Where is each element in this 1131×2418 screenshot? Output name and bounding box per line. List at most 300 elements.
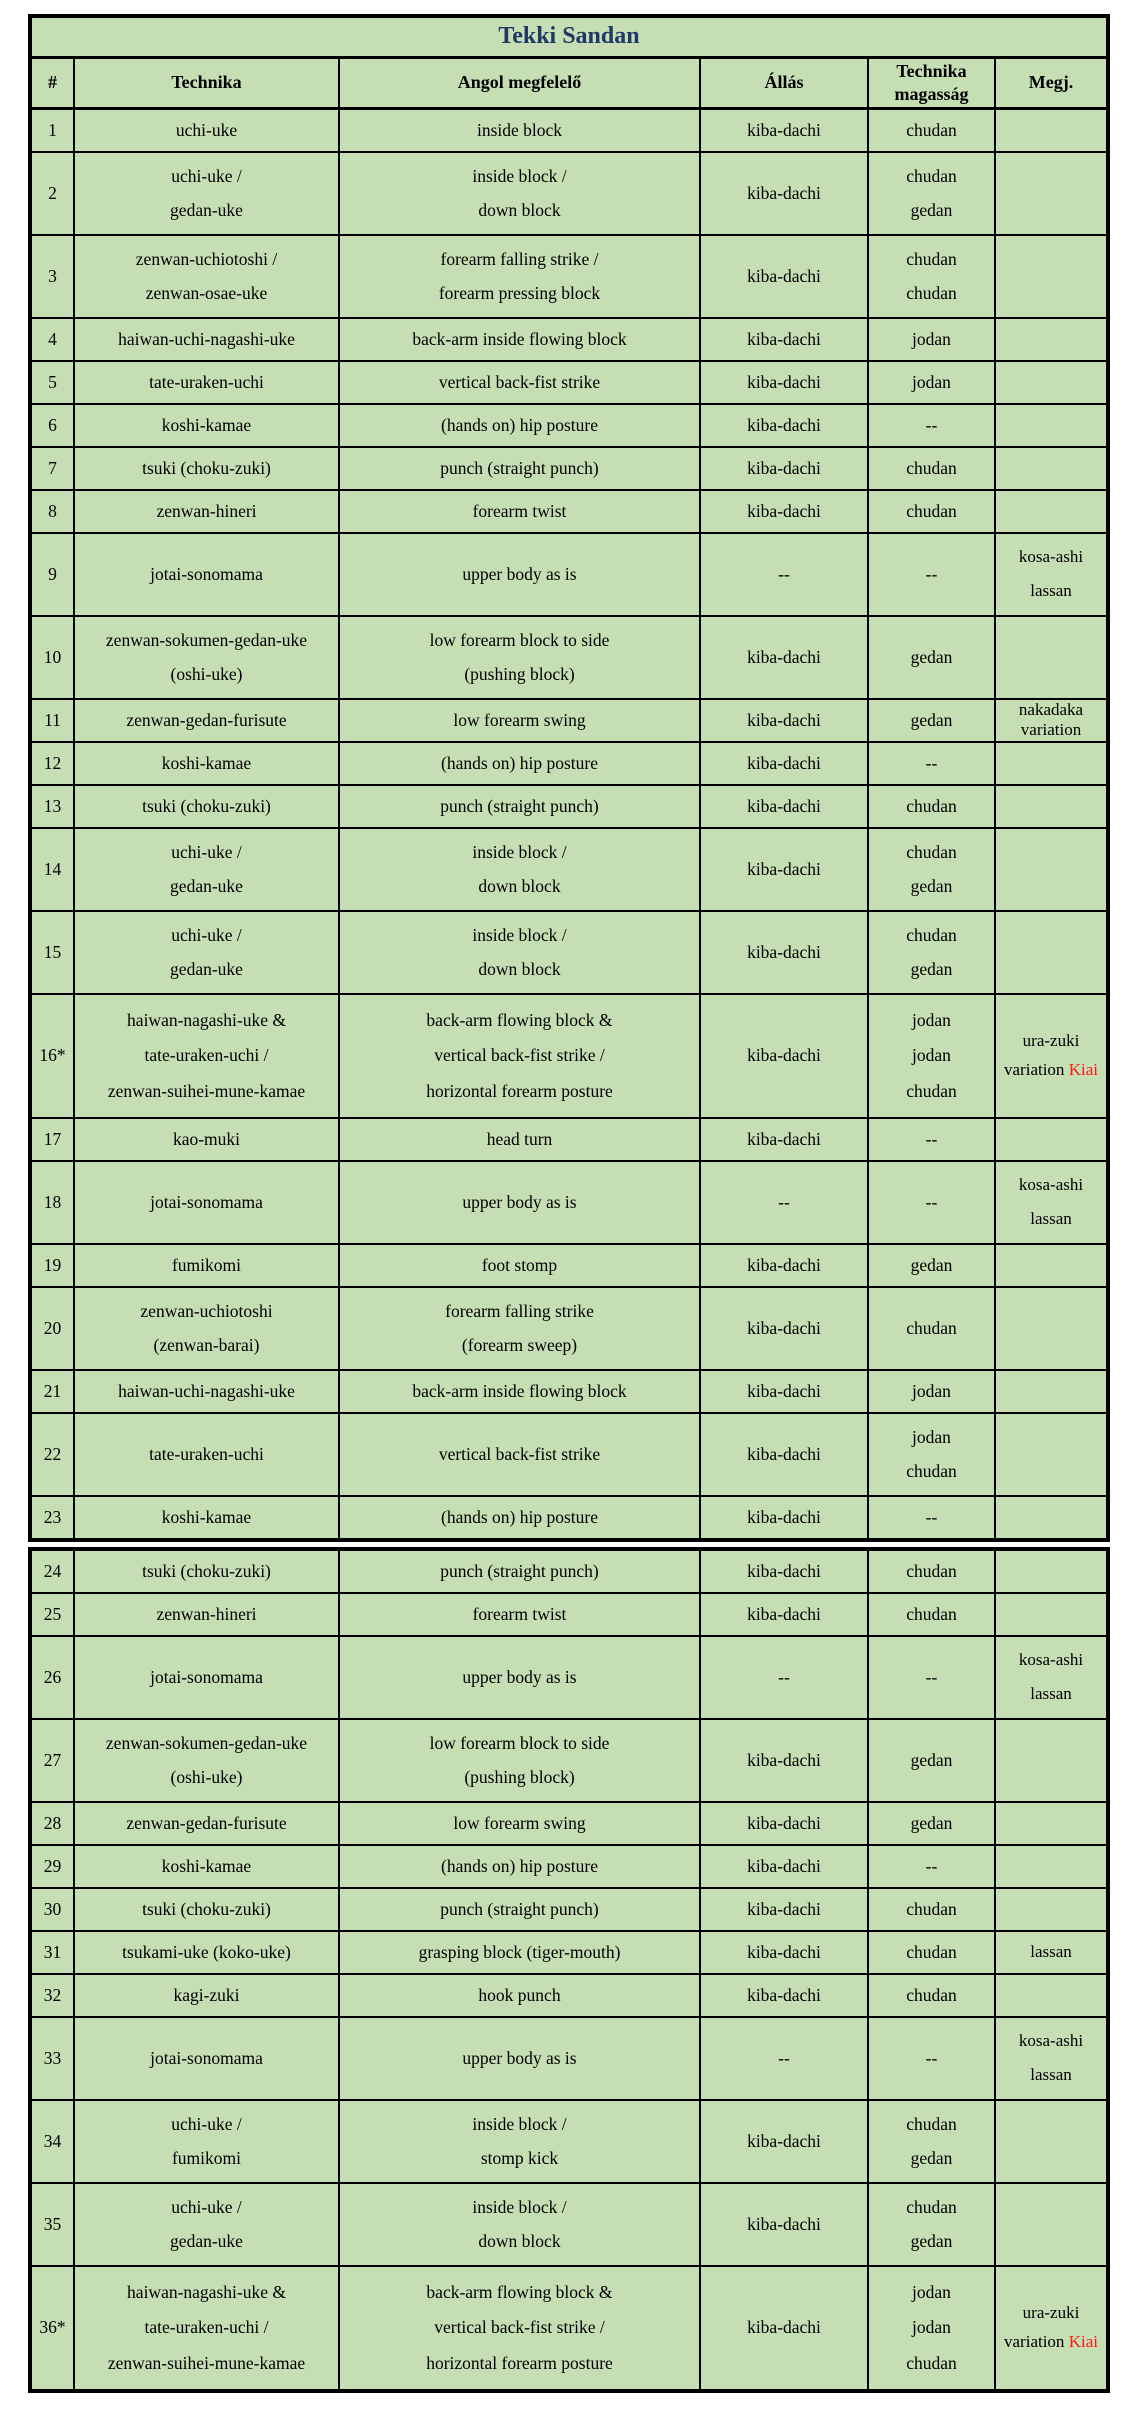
allas-line: kiba-dachi (747, 119, 821, 140)
angol-line: upper body as is (462, 2047, 577, 2068)
allas-line: kiba-dachi (747, 858, 821, 879)
table-row-30 (30, 1888, 1108, 1931)
allas-line: kiba-dachi (747, 2130, 821, 2151)
cell-angol (339, 2017, 700, 2100)
cell-technika (74, 785, 339, 828)
allas-line: kiba-dachi (747, 1855, 821, 1876)
angol-line: (forearm sweep) (461, 1334, 578, 1355)
table-row-15 (30, 911, 1108, 994)
cell-angol (339, 490, 700, 533)
magassag-line: -- (925, 2047, 938, 2068)
angol-line: horizontal forearm posture (426, 2352, 613, 2373)
megj-line: lassan (1030, 1208, 1072, 1228)
cell-magassag (868, 1549, 995, 1593)
magassag-line: jodan (912, 1380, 951, 1401)
cell-angol (339, 1931, 700, 1974)
cell-technika (74, 616, 339, 699)
table-row-14 (30, 828, 1108, 911)
table-row-27 (30, 1719, 1108, 1802)
column-header-megj: Megj. (995, 57, 1108, 108)
cell-megj (995, 1845, 1108, 1888)
cell-num (30, 1931, 74, 1974)
cell-technika (74, 1496, 339, 1540)
technika-line: haiwan-nagashi-uke & (127, 1009, 286, 1030)
angol-line: forearm pressing block (438, 282, 601, 303)
magassag-line: -- (925, 752, 938, 773)
cell-angol (339, 1593, 700, 1636)
technika-line: koshi-kamae (161, 1506, 252, 1527)
cell-technika (74, 235, 339, 318)
angol-line: low forearm block to side (429, 629, 610, 650)
cell-megj (995, 1802, 1108, 1845)
technika-line: gedan-uke (170, 199, 243, 220)
cell-magassag (868, 828, 995, 911)
angol-line: hook punch (478, 1984, 561, 2005)
cell-allas (700, 1931, 868, 1974)
cell-magassag (868, 994, 995, 1118)
angol-line: forearm twist (472, 500, 567, 521)
megj-line: kosa-ashi (1018, 1175, 1084, 1195)
cell-allas (700, 1719, 868, 1802)
cell-magassag (868, 108, 995, 152)
allas-line: kiba-dachi (747, 414, 821, 435)
angol-line: foot stomp (481, 1254, 558, 1275)
magassag-line: chudan (906, 119, 957, 140)
angol-line: low forearm swing (453, 1812, 586, 1833)
magassag-line: gedan (910, 199, 953, 220)
cell-magassag (868, 2183, 995, 2266)
cell-technika (74, 1244, 339, 1287)
cell-angol (339, 1287, 700, 1370)
cell-angol (339, 1370, 700, 1413)
technika-line: tsuki (choku-zuki) (142, 1560, 271, 1581)
angol-line: inside block / (472, 2196, 567, 2217)
magassag-line: chudan (906, 457, 957, 478)
magassag-line: jodan (912, 371, 951, 392)
technika-line: kao-muki (172, 1128, 241, 1149)
cell-megj (995, 1244, 1108, 1287)
cell-magassag (868, 1888, 995, 1931)
allas-line: kiba-dachi (747, 1812, 821, 1833)
num-line: 23 (43, 1506, 62, 1527)
cell-megj (995, 404, 1108, 447)
cell-megj (995, 1931, 1108, 1974)
cell-allas (700, 1496, 868, 1540)
cell-magassag (868, 1161, 995, 1244)
num-line: 1 (48, 119, 57, 140)
magassag-line: chudan (906, 500, 957, 521)
num-line: 33 (43, 2047, 62, 2068)
cell-technika (74, 2017, 339, 2100)
magassag-line: gedan (910, 1254, 953, 1275)
technika-line: fumikomi (171, 1254, 242, 1275)
technika-line: tate-uraken-uchi / (144, 2317, 269, 2338)
cell-angol (339, 1974, 700, 2017)
cell-allas (700, 2266, 868, 2391)
magassag-line: -- (925, 1666, 938, 1687)
table-row-29 (30, 1845, 1108, 1888)
allas-line: kiba-dachi (747, 646, 821, 667)
cell-technika (74, 699, 339, 742)
technika-line: zenwan-sokumen-gedan-uke (105, 629, 308, 650)
cell-technika (74, 1845, 339, 1888)
cell-num (30, 1593, 74, 1636)
technika-line: fumikomi (171, 2147, 242, 2168)
cell-megj (995, 699, 1108, 742)
cell-magassag (868, 447, 995, 490)
megj-line: lassan (1030, 1683, 1072, 1703)
cell-allas (700, 1244, 868, 1287)
cell-magassag (868, 2266, 995, 2391)
cell-num (30, 2100, 74, 2183)
cell-technika (74, 2100, 339, 2183)
cell-magassag (868, 152, 995, 235)
kiai-label: Kiai (1068, 2331, 1098, 2351)
magassag-line: chudan (906, 2352, 957, 2373)
num-line: 31 (43, 1941, 62, 1962)
cell-angol (339, 235, 700, 318)
cell-megj (995, 785, 1108, 828)
magassag-line: chudan (906, 1080, 957, 1101)
cell-magassag (868, 2017, 995, 2100)
angol-line: punch (straight punch) (440, 457, 599, 478)
cell-megj (995, 533, 1108, 616)
technika-line: zenwan-osae-uke (145, 282, 268, 303)
cell-num (30, 699, 74, 742)
megj-line: variation (1020, 720, 1082, 740)
column-header-magassag: Technika magasság (868, 57, 995, 108)
num-line: 16* (39, 1045, 66, 1066)
cell-angol (339, 994, 700, 1118)
cell-angol (339, 911, 700, 994)
num-line: 13 (43, 795, 62, 816)
megj-line: ura-zuki (1022, 1031, 1080, 1051)
num-line: 6 (48, 414, 57, 435)
cell-angol (339, 699, 700, 742)
magassag-line: chudan (906, 1941, 957, 1962)
cell-technika (74, 1636, 339, 1719)
cell-num (30, 1287, 74, 1370)
num-line: 20 (43, 1317, 62, 1338)
cell-technika (74, 404, 339, 447)
num-line: 32 (43, 1984, 62, 2005)
table-row-4 (30, 318, 1108, 361)
cell-technika (74, 108, 339, 152)
table-row-25 (30, 1593, 1108, 1636)
technika-line: (oshi-uke) (170, 1766, 243, 1787)
megj-line: lassan (1030, 2064, 1072, 2084)
num-line: 25 (43, 1603, 62, 1624)
num-line: 17 (43, 1128, 62, 1149)
allas-line: -- (778, 1191, 790, 1212)
allas-line: kiba-dachi (747, 1317, 821, 1338)
cell-angol (339, 1413, 700, 1496)
megj-line: kosa-ashi (1018, 2031, 1084, 2051)
cell-megj (995, 1974, 1108, 2017)
allas-line: kiba-dachi (747, 1506, 821, 1527)
num-line: 22 (43, 1443, 62, 1464)
num-line: 30 (43, 1898, 62, 1919)
angol-line: inside block / (472, 841, 567, 862)
num-line: 7 (48, 457, 57, 478)
cell-num (30, 1370, 74, 1413)
cell-angol (339, 785, 700, 828)
angol-line: inside block / (472, 924, 567, 945)
table-row-33 (30, 2017, 1108, 2100)
magassag-line: chudan (906, 1460, 957, 1481)
cell-angol (339, 1888, 700, 1931)
table-row-13 (30, 785, 1108, 828)
cell-magassag (868, 361, 995, 404)
cell-megj (995, 1413, 1108, 1496)
num-line: 28 (43, 1812, 62, 1833)
cell-technika (74, 994, 339, 1118)
technika-line: uchi-uke / (171, 2196, 242, 2217)
cell-megj (995, 1118, 1108, 1161)
cell-megj (995, 742, 1108, 785)
magassag-line: chudan (906, 795, 957, 816)
cell-allas (700, 2017, 868, 2100)
technika-line: kagi-zuki (173, 1984, 240, 2005)
angol-line: horizontal forearm posture (426, 1080, 613, 1101)
cell-magassag (868, 699, 995, 742)
cell-allas (700, 152, 868, 235)
allas-line: kiba-dachi (747, 795, 821, 816)
cell-magassag (868, 1636, 995, 1719)
table-row-21 (30, 1370, 1108, 1413)
angol-line: (pushing block) (464, 1766, 575, 1787)
table-row-19 (30, 1244, 1108, 1287)
allas-line: kiba-dachi (747, 2317, 821, 2338)
magassag-line: gedan (910, 709, 953, 730)
technika-line: tate-uraken-uchi / (144, 1045, 269, 1066)
allas-line: kiba-dachi (747, 1749, 821, 1770)
cell-angol (339, 616, 700, 699)
cell-num (30, 828, 74, 911)
cell-technika (74, 1161, 339, 1244)
tekki-sandan-table-page1 (28, 14, 1110, 1542)
technika-line: haiwan-nagashi-uke & (127, 2281, 286, 2302)
cell-technika (74, 1118, 339, 1161)
magassag-line: gedan (910, 875, 953, 896)
allas-line: kiba-dachi (747, 371, 821, 392)
cell-allas (700, 1413, 868, 1496)
cell-megj (995, 2183, 1108, 2266)
technika-line: zenwan-hineri (156, 500, 257, 521)
cell-technika (74, 2266, 339, 2391)
magassag-line: chudan (906, 2196, 957, 2217)
num-line: 34 (43, 2130, 62, 2151)
magassag-line: jodan (912, 2281, 951, 2302)
cell-allas (700, 699, 868, 742)
cell-megj (995, 1719, 1108, 1802)
cell-allas (700, 235, 868, 318)
cell-technika (74, 1370, 339, 1413)
table-row-7 (30, 447, 1108, 490)
allas-line: kiba-dachi (747, 2213, 821, 2234)
cell-allas (700, 108, 868, 152)
cell-num (30, 1974, 74, 2017)
table-row-10 (30, 616, 1108, 699)
cell-angol (339, 1845, 700, 1888)
angol-line: down block (478, 2230, 561, 2251)
cell-num (30, 742, 74, 785)
technika-line: zenwan-gedan-furisute (126, 1812, 287, 1833)
cell-technika (74, 911, 339, 994)
cell-technika (74, 318, 339, 361)
magassag-line: chudan (906, 165, 957, 186)
cell-num (30, 1413, 74, 1496)
num-line: 21 (43, 1380, 62, 1401)
allas-line: kiba-dachi (747, 1941, 821, 1962)
cell-technika (74, 1287, 339, 1370)
cell-magassag (868, 1593, 995, 1636)
technika-line: gedan-uke (170, 875, 243, 896)
cell-technika (74, 828, 339, 911)
technika-line: koshi-kamae (161, 414, 252, 435)
allas-line: kiba-dachi (747, 1254, 821, 1275)
cell-angol (339, 1161, 700, 1244)
table-row-32 (30, 1974, 1108, 2017)
num-line: 15 (43, 941, 62, 962)
angol-line: upper body as is (462, 1666, 577, 1687)
allas-line: kiba-dachi (747, 1984, 821, 2005)
cell-megj (995, 828, 1108, 911)
cell-technika (74, 2183, 339, 2266)
technika-line: zenwan-suihei-mune-kamae (107, 1080, 306, 1101)
angol-line: head turn (486, 1128, 553, 1149)
cell-magassag (868, 1244, 995, 1287)
cell-num (30, 1845, 74, 1888)
allas-line: kiba-dachi (747, 500, 821, 521)
technika-line: haiwan-uchi-nagashi-uke (118, 328, 295, 349)
num-line: 3 (48, 265, 57, 286)
cell-allas (700, 2100, 868, 2183)
cell-megj (995, 2266, 1108, 2391)
cell-angol (339, 1719, 700, 1802)
cell-technika (74, 533, 339, 616)
num-line: 8 (48, 500, 57, 521)
num-line: 24 (43, 1560, 62, 1581)
magassag-line: gedan (910, 1749, 953, 1770)
cell-magassag (868, 490, 995, 533)
cell-allas (700, 490, 868, 533)
cell-allas (700, 404, 868, 447)
cell-megj (995, 911, 1108, 994)
cell-allas (700, 742, 868, 785)
allas-line: -- (778, 563, 790, 584)
cell-megj (995, 1287, 1108, 1370)
cell-angol (339, 2100, 700, 2183)
cell-technika (74, 152, 339, 235)
allas-line: kiba-dachi (747, 1380, 821, 1401)
table-row-11 (30, 699, 1108, 742)
technika-line: (zenwan-barai) (153, 1334, 260, 1355)
num-line: 12 (43, 752, 62, 773)
table-row-18 (30, 1161, 1108, 1244)
cell-num (30, 318, 74, 361)
angol-line: vertical back-fist strike (438, 371, 601, 392)
cell-num (30, 533, 74, 616)
allas-line: kiba-dachi (747, 1898, 821, 1919)
table-row-35 (30, 2183, 1108, 2266)
cell-angol (339, 742, 700, 785)
num-line: 29 (43, 1855, 62, 1876)
cell-magassag (868, 1118, 995, 1161)
cell-megj (995, 235, 1108, 318)
technika-line: uchi-uke / (171, 165, 242, 186)
angol-line: punch (straight punch) (440, 795, 599, 816)
cell-magassag (868, 616, 995, 699)
cell-num (30, 361, 74, 404)
angol-line: back-arm flowing block & (426, 2281, 613, 2302)
angol-line: (hands on) hip posture (441, 1506, 598, 1527)
num-line: 18 (43, 1191, 62, 1212)
angol-line: punch (straight punch) (440, 1560, 599, 1581)
technika-line: tsuki (choku-zuki) (142, 1898, 271, 1919)
cell-angol (339, 1118, 700, 1161)
cell-num (30, 152, 74, 235)
magassag-line: jodan (912, 1045, 951, 1066)
cell-magassag (868, 1974, 995, 2017)
table-row-34 (30, 2100, 1108, 2183)
table-row-20 (30, 1287, 1108, 1370)
cell-num (30, 1244, 74, 1287)
cell-angol (339, 1244, 700, 1287)
allas-line: kiba-dachi (747, 182, 821, 203)
table-row-16 (30, 994, 1108, 1118)
magassag-line: chudan (906, 2113, 957, 2134)
technika-line: gedan-uke (170, 958, 243, 979)
cell-magassag (868, 742, 995, 785)
angol-line: vertical back-fist strike / (434, 1045, 605, 1066)
cell-allas (700, 1974, 868, 2017)
cell-angol (339, 108, 700, 152)
cell-allas (700, 828, 868, 911)
num-line: 26 (43, 1666, 62, 1687)
megj-line: lassan (1030, 1941, 1072, 1961)
cell-angol (339, 1549, 700, 1593)
cell-allas (700, 361, 868, 404)
table-row-9 (30, 533, 1108, 616)
allas-line: kiba-dachi (747, 752, 821, 773)
cell-allas (700, 1118, 868, 1161)
angol-line: back-arm flowing block & (426, 1009, 613, 1030)
cell-num (30, 2017, 74, 2100)
magassag-line: -- (925, 1855, 938, 1876)
magassag-line: jodan (912, 1426, 951, 1447)
angol-line: upper body as is (462, 1191, 577, 1212)
technika-line: zenwan-suihei-mune-kamae (107, 2352, 306, 2373)
cell-num (30, 994, 74, 1118)
technika-line: tsuki (choku-zuki) (142, 795, 271, 816)
cell-angol (339, 404, 700, 447)
cell-technika (74, 447, 339, 490)
megj-line: kosa-ashi (1018, 547, 1084, 567)
cell-allas (700, 1287, 868, 1370)
cell-magassag (868, 911, 995, 994)
allas-line: kiba-dachi (747, 457, 821, 478)
magassag-line: jodan (912, 2317, 951, 2338)
column-header-row (30, 57, 1108, 108)
cell-megj (995, 1888, 1108, 1931)
technika-line: uchi-uke / (171, 841, 242, 862)
cell-num (30, 1636, 74, 1719)
cell-allas (700, 2183, 868, 2266)
magassag-line: gedan (910, 1812, 953, 1833)
technika-line: uchi-uke (175, 119, 238, 140)
column-header-num: # (30, 57, 74, 108)
